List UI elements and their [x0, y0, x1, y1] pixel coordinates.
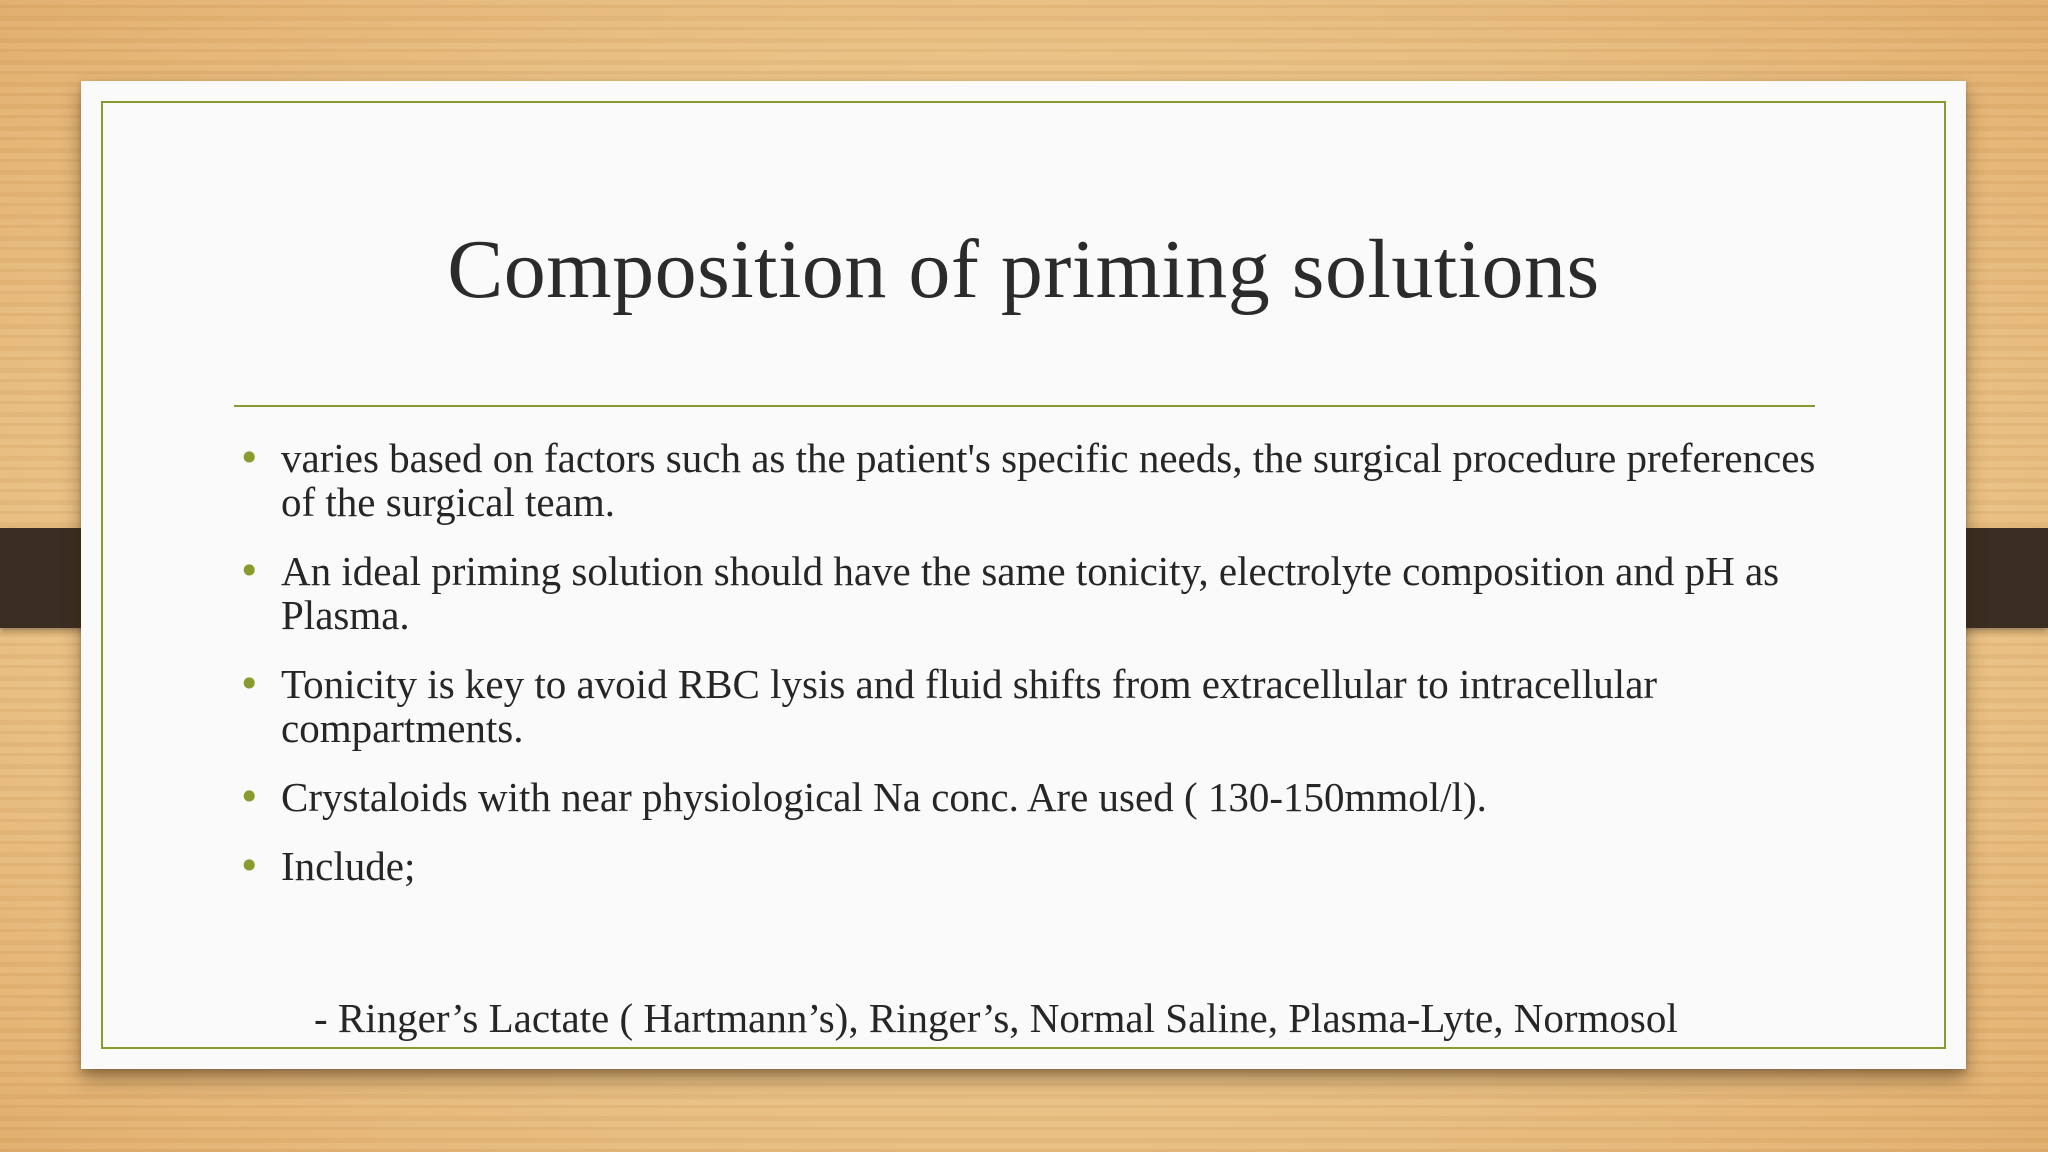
bullet-text: varies based on factors such as the patient's specific needs, the surgical procedure preferences of the surgical team. — [281, 435, 1816, 525]
bullet-text: Include; — [281, 843, 416, 889]
bullet-item — [234, 549, 1834, 637]
title-divider — [234, 405, 1815, 407]
bullet-text: Crystaloids with near physiological Na conc. Are used ( 130-150mmol/l). — [281, 774, 1487, 820]
bullet-dot-icon: • — [238, 844, 261, 888]
bullet-text: Tonicity is key to avoid RBC lysis and fluid shifts from extracellular to intracellular compartments. — [281, 661, 1658, 751]
bullet-list — [234, 436, 1834, 913]
bullet-item — [234, 436, 1834, 524]
sub-item-solutions-list: - Ringer’s Lactate ( Hartmann’s), Ringer’s, Normal Saline, Plasma-Lyte, Normosol — [314, 995, 1678, 1041]
bullet-item — [234, 662, 1834, 750]
bullet-dot-icon: • — [238, 775, 261, 819]
bullet-dot-icon: • — [238, 549, 261, 593]
bullet-dot-icon: • — [238, 436, 261, 480]
bullet-text: An ideal priming solution should have the same tonicity, electrolyte composition and pH as Plasma. — [281, 548, 1780, 638]
slide-card — [81, 81, 1966, 1069]
bullet-item — [234, 844, 1834, 888]
bullet-item — [234, 775, 1834, 819]
slide-title: Composition of priming solutions — [447, 223, 1600, 316]
bullet-dot-icon: • — [238, 662, 261, 706]
